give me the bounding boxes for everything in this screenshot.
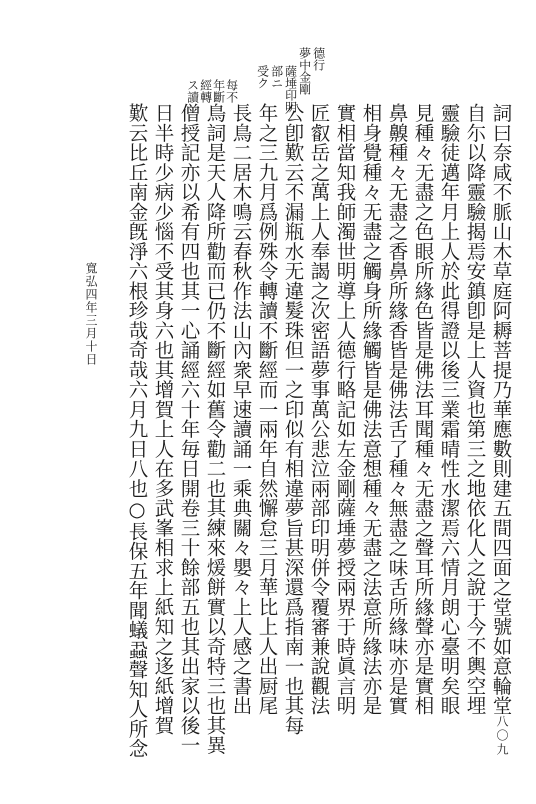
text-column: 相身覺種々无盡之觸身所緣觸皆是佛法意想種々无盡之法意所緣法亦是 [359,103,383,716]
text-column: 鼻齅種々无盡之香鼻所緣香皆是佛法舌了種々無盡之味舌所緣味亦是實 [385,103,409,716]
text-column: 日半時少病少惱不受其身六也其增賀上人在多武峯相求上紙知之迻紙增賀 [151,103,175,735]
text-column: 匠叡岳之萬上人奉謁之次密語夢事萬公悲泣兩部印明併令覆審兼說觀法 [307,103,331,716]
text-column: 年之三九月爲例殊令轉讀不斷經而一兩年自然懈怠三月華比上人出厨尾 [255,103,279,716]
header-note: 受ク [255,65,270,89]
text-column: 靈驗徒邁年月上人於此得證以後三業霜晴性水潔焉六情月朗心臺明矣眼 [437,103,461,716]
header-note: ス讀 [185,79,200,103]
text-column: 自尓以降靈驗揭焉安鎮卽是上人資也第三之地依化人之說于今不輿空埋 [463,103,487,716]
header-note: 部ニ [269,65,284,89]
header-note: 經轉 [198,79,213,103]
text-column: 歎云比丘南金旣淨六根珍哉奇哉六月九日八也○長保五年聞蟻蝨聲知人所念 [125,103,149,759]
header-note: 夢中金剛 [297,47,312,95]
page-number: 八〇九 [495,715,509,757]
header-note: 薩埵印明 [283,65,298,113]
text-column: 長鳥二居木鳴云春秋作法山內衆早速讀誦一乘典關々嬰々上人感之書出 [229,103,253,716]
text-column: 鳥詞是天人降所勸而已仍不斷經如舊令勸二也其練來煖餅實以奇特三也其異 [203,103,227,755]
text-column: 見種々无盡之色眼所緣色皆是佛法耳聞種々无盡之聲耳所緣聲亦是實相 [411,103,435,716]
header-note: 年斷 [211,79,226,103]
text-column: 公卽歎云不漏瓶水无違髮珠但一之印似有相違夢旨甚深還爲指南一也其每 [281,103,305,735]
footer-date: 寬弘四年三月十日 [84,262,98,366]
text-column: 實相當知我師濁世明導上人德行略記如左金剛薩埵夢授兩界于時眞言明 [333,103,357,716]
text-column: 僧授記亦以希有四也其一心誦經六十年毎日開卷三十餘部五也其出家以後一 [177,103,201,755]
header-note: 德行 [311,47,326,71]
header-note: 每不 [224,79,239,103]
text-column: 詞曰奈咸不脈山木草庭阿耨菩提乃華應數則建五間四面之堂號如意輪堂 [489,103,513,716]
